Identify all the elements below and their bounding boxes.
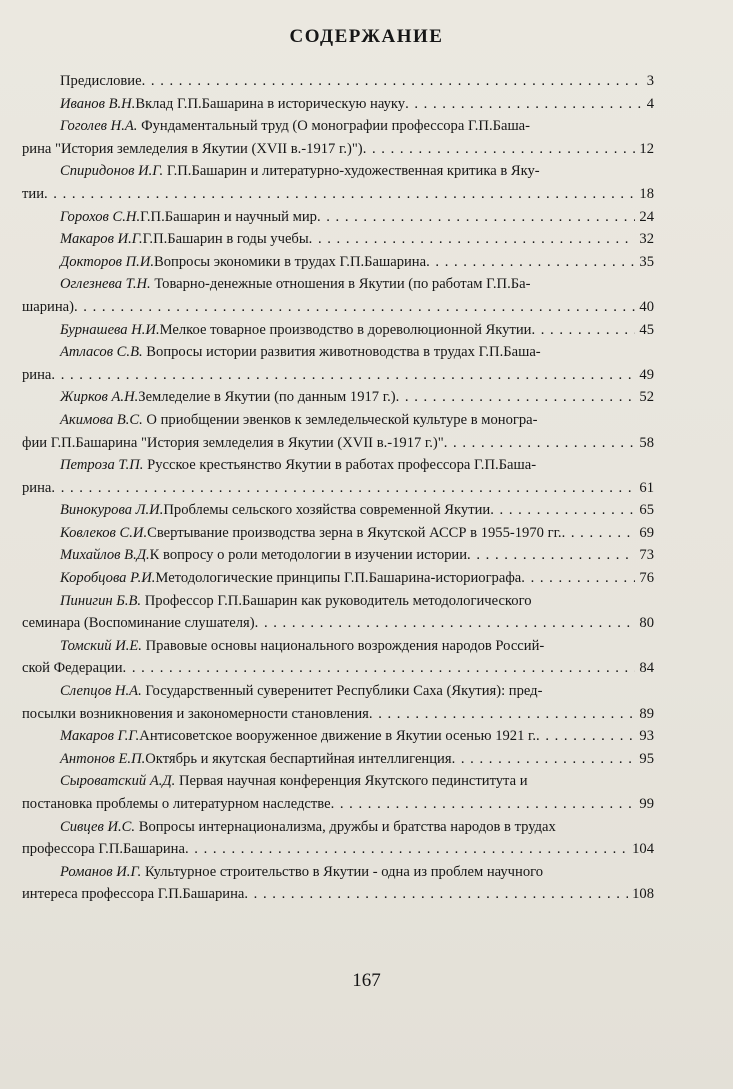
entry-line <box>22 567 654 590</box>
entry-title: рина <box>22 479 52 496</box>
entry-title: шарина) <box>22 298 74 315</box>
entry-first-line <box>22 816 654 839</box>
entry-title: Профессор Г.П.Башарин как руководитель методологического <box>141 592 532 609</box>
entry-title: Государственный суверенитет Республики Саха (Якутия): пред- <box>141 683 543 700</box>
entry-author: Иванов В.Н. <box>60 95 136 112</box>
entry-title: Первая научная конференция Якутского пединститута и <box>175 773 528 790</box>
entry-page-number: 69 <box>639 524 654 541</box>
entry-title: Мелкое товарное производство в дореволюционной Якутии <box>159 321 532 338</box>
entry-page-number: 49 <box>639 366 654 383</box>
dot-leader <box>426 251 635 274</box>
dot-leader <box>536 725 635 748</box>
entry-title: О приобщении эвенков к земледельческой культуре в моногра- <box>142 411 538 428</box>
entry-title: Фундаментальный труд (О монографии профессора Г.П.Баша- <box>137 118 531 135</box>
entry-line <box>22 386 654 409</box>
entry-line <box>22 251 654 274</box>
toc-entry <box>22 251 654 274</box>
dot-leader <box>74 296 635 319</box>
dot-leader <box>244 883 628 906</box>
entry-title: постановка проблемы о литературном наследстве <box>22 796 331 812</box>
dot-leader <box>396 386 636 409</box>
table-of-contents <box>22 70 654 906</box>
entry-page-number: 89 <box>639 705 654 722</box>
dot-leader <box>562 522 636 545</box>
entry-author: Спиридонов И.Г. <box>60 163 164 180</box>
entry-page-number: 3 <box>646 73 654 89</box>
toc-entry <box>22 386 654 409</box>
toc-entry <box>22 273 654 318</box>
entry-author: Докторов П.И. <box>60 253 155 270</box>
entry-page-number: 58 <box>639 434 654 451</box>
entry-line <box>22 499 654 522</box>
entry-title: Вопросы экономики в трудах Г.П.Башарина <box>154 253 427 270</box>
entry-title: профессора Г.П.Башарина <box>22 841 185 858</box>
entry-page-number: 18 <box>639 185 654 202</box>
entry-page-number: 52 <box>639 389 654 406</box>
entry-title: Вопросы интернационализма, дружбы и братства народов в трудах <box>135 818 556 835</box>
entry-author: Винокурова Л.И. <box>60 502 164 519</box>
entry-author: Макаров Г.Г. <box>60 728 140 745</box>
entry-title: Антисоветское вооруженное движение в Якутии осенью 1921 г. <box>139 728 537 745</box>
entry-title: Свертывание производства зерна в Якутской АССР в 1955-1970 гг. <box>147 524 562 541</box>
toc-entry <box>22 206 654 229</box>
dot-leader <box>255 612 636 635</box>
entry-title: Культурное строительство в Якутии - одна из проблем научного <box>141 863 544 880</box>
entry-last-line <box>22 183 654 206</box>
toc-entry <box>22 454 654 499</box>
entry-line <box>22 206 654 229</box>
entry-title: тии <box>22 185 44 202</box>
entry-page-number: 84 <box>639 660 654 677</box>
dot-leader <box>123 657 636 680</box>
entry-title: Вопросы истории развития животноводства в трудах Г.П.Баша- <box>142 344 541 361</box>
dot-leader <box>309 228 636 251</box>
entry-author: Жирков А.Н. <box>60 389 139 406</box>
dot-leader <box>331 793 636 816</box>
entry-title: Предисловие <box>60 73 142 89</box>
entry-page-number: 61 <box>639 479 654 496</box>
entry-title: фии Г.П.Башарина "История земледелия в Якутии (XVII в.-1917 г.)" <box>22 434 444 451</box>
toc-entry <box>22 93 654 116</box>
entry-line <box>22 544 654 567</box>
entry-page-number: 93 <box>639 728 654 745</box>
dot-leader <box>363 138 636 161</box>
entry-line <box>22 70 654 93</box>
entry-title: Октябрь и якутская беспартийная интеллигенция <box>145 750 452 767</box>
dot-leader <box>531 319 635 342</box>
entry-author: Макаров И.Г. <box>60 231 143 248</box>
entry-title: Земледелие в Якутии (по данным 1917 г.) <box>138 389 396 406</box>
entry-first-line <box>22 680 654 703</box>
entry-author: Сыроватский А.Д. <box>60 773 176 790</box>
entry-line <box>22 522 654 545</box>
entry-author: Атласов С.В. <box>60 344 143 361</box>
toc-entry <box>22 635 654 680</box>
entry-first-line <box>22 160 654 183</box>
entry-author: Михайлов В.Д. <box>60 547 150 564</box>
toc-entry <box>22 499 654 522</box>
entry-title: К вопросу о роли методологии в изучении истории <box>149 547 468 564</box>
toc-entry <box>22 115 654 160</box>
entry-author: Оглезнева Т.Н. <box>60 276 151 293</box>
toc-entry <box>22 680 654 725</box>
page-number: 167 <box>352 970 381 991</box>
dot-leader <box>405 93 643 116</box>
entry-last-line <box>22 296 654 319</box>
entry-author: Романов И.Г. <box>60 863 142 880</box>
entry-author: Антонов Е.П. <box>60 750 146 767</box>
toc-entry <box>22 567 654 590</box>
entry-line <box>22 319 654 342</box>
entry-first-line <box>22 273 654 296</box>
dot-leader <box>51 364 635 387</box>
entry-title: Методологические принципы Г.П.Башарина-историографа <box>155 570 522 587</box>
toc-entry <box>22 409 654 454</box>
dot-leader <box>142 70 643 93</box>
dot-leader <box>317 206 635 229</box>
entry-page-number: 12 <box>639 140 654 157</box>
entry-title: ской Федерации <box>22 660 123 677</box>
entry-last-line <box>22 364 654 387</box>
entry-title: рина <box>22 366 52 383</box>
dot-leader <box>490 499 635 522</box>
entry-first-line <box>22 409 654 432</box>
entry-first-line <box>22 861 654 884</box>
entry-title: рина "История земледелия в Якутии (XVII в.-1917 г.)") <box>22 140 363 157</box>
entry-page-number: 24 <box>639 208 654 225</box>
entry-first-line <box>22 115 654 138</box>
toc-entry <box>22 522 654 545</box>
entry-page-number: 95 <box>639 750 654 767</box>
entry-last-line <box>22 432 654 455</box>
entry-last-line <box>22 477 654 500</box>
entry-page-number: 108 <box>632 886 654 903</box>
toc-entry <box>22 816 654 861</box>
entry-last-line <box>22 657 654 680</box>
entry-page-number: 32 <box>639 231 654 248</box>
entry-title: Товарно-денежные отношения в Якутии (по работам Г.П.Ба- <box>150 276 531 293</box>
entry-first-line <box>22 590 654 613</box>
entry-page-number: 4 <box>646 95 654 112</box>
entry-author: Петроза Т.П. <box>60 457 144 474</box>
entry-author: Сивцев И.С. <box>60 818 136 835</box>
dot-leader <box>51 477 635 500</box>
dot-leader <box>185 838 628 861</box>
toc-entry <box>22 770 654 815</box>
toc-entry <box>22 544 654 567</box>
entry-title: интереса профессора Г.П.Башарина <box>22 886 245 903</box>
entry-last-line <box>22 703 654 726</box>
entry-author: Акимова В.С. <box>60 411 143 428</box>
dot-leader <box>369 703 636 726</box>
entry-page-number: 76 <box>639 570 654 587</box>
dot-leader <box>44 183 635 206</box>
entry-title: Русское крестьянство Якутии в работах профессора Г.П.Баша- <box>143 457 537 474</box>
entry-last-line <box>22 793 654 816</box>
entry-title: Г.П.Башарин и научный мир <box>140 208 317 225</box>
entry-title: Вклад Г.П.Башарина в историческую науку <box>135 95 406 112</box>
entry-page-number: 45 <box>639 321 654 338</box>
toc-entry <box>22 160 654 205</box>
entry-title: семинара (Воспоминание слушателя) <box>22 615 255 632</box>
entry-line <box>22 93 654 116</box>
entry-last-line <box>22 838 654 861</box>
entry-title: Г.П.Башарин в годы учебы <box>142 231 309 248</box>
entry-last-line <box>22 883 654 906</box>
entry-first-line <box>22 454 654 477</box>
dot-leader <box>452 748 636 771</box>
dot-leader <box>444 432 636 455</box>
toc-entry <box>22 725 654 748</box>
toc-entry <box>22 319 654 342</box>
entry-author: Бурнашева Н.И. <box>60 321 160 338</box>
entry-author: Слепцов Н.А. <box>60 683 142 700</box>
entry-first-line <box>22 341 654 364</box>
entry-author: Горохов С.Н. <box>60 208 141 225</box>
entry-page-number: 104 <box>632 841 654 858</box>
entry-title: Г.П.Башарин и литературно-художественная критика в Яку- <box>163 163 540 180</box>
entry-page-number: 99 <box>639 796 654 812</box>
toc-entry <box>22 228 654 251</box>
entry-line <box>22 725 654 748</box>
toc-entry <box>22 748 654 771</box>
entry-page-number: 40 <box>639 298 654 315</box>
entry-last-line <box>22 612 654 635</box>
entry-author: Ковлеков С.И. <box>60 524 148 541</box>
dot-leader <box>467 544 635 567</box>
entry-line <box>22 228 654 251</box>
toc-entry <box>22 861 654 906</box>
toc-entry <box>22 70 654 93</box>
toc-entry <box>22 341 654 386</box>
entry-page-number: 80 <box>639 615 654 632</box>
entry-last-line <box>22 138 654 161</box>
entry-first-line <box>22 635 654 658</box>
entry-author: Пинигин Б.В. <box>60 592 142 609</box>
entry-title: Проблемы сельского хозяйства современной Якутии <box>163 502 491 519</box>
page-title: СОДЕРЖАНИЕ <box>289 26 444 47</box>
entry-page-number: 73 <box>639 547 654 564</box>
entry-title: посылки возникновения и закономерности становления <box>22 705 369 722</box>
entry-author: Томский И.Е. <box>60 637 142 654</box>
entry-page-number: 35 <box>639 253 654 270</box>
entry-first-line <box>22 770 654 793</box>
entry-author: Гоголев Н.А. <box>60 118 138 135</box>
entry-page-number: 65 <box>639 502 654 519</box>
dot-leader <box>521 567 635 590</box>
toc-entry <box>22 590 654 635</box>
entry-author: Коробцова Р.И. <box>60 570 156 587</box>
entry-title: Правовые основы национального возрождения народов Россий- <box>141 637 545 654</box>
entry-line <box>22 748 654 771</box>
